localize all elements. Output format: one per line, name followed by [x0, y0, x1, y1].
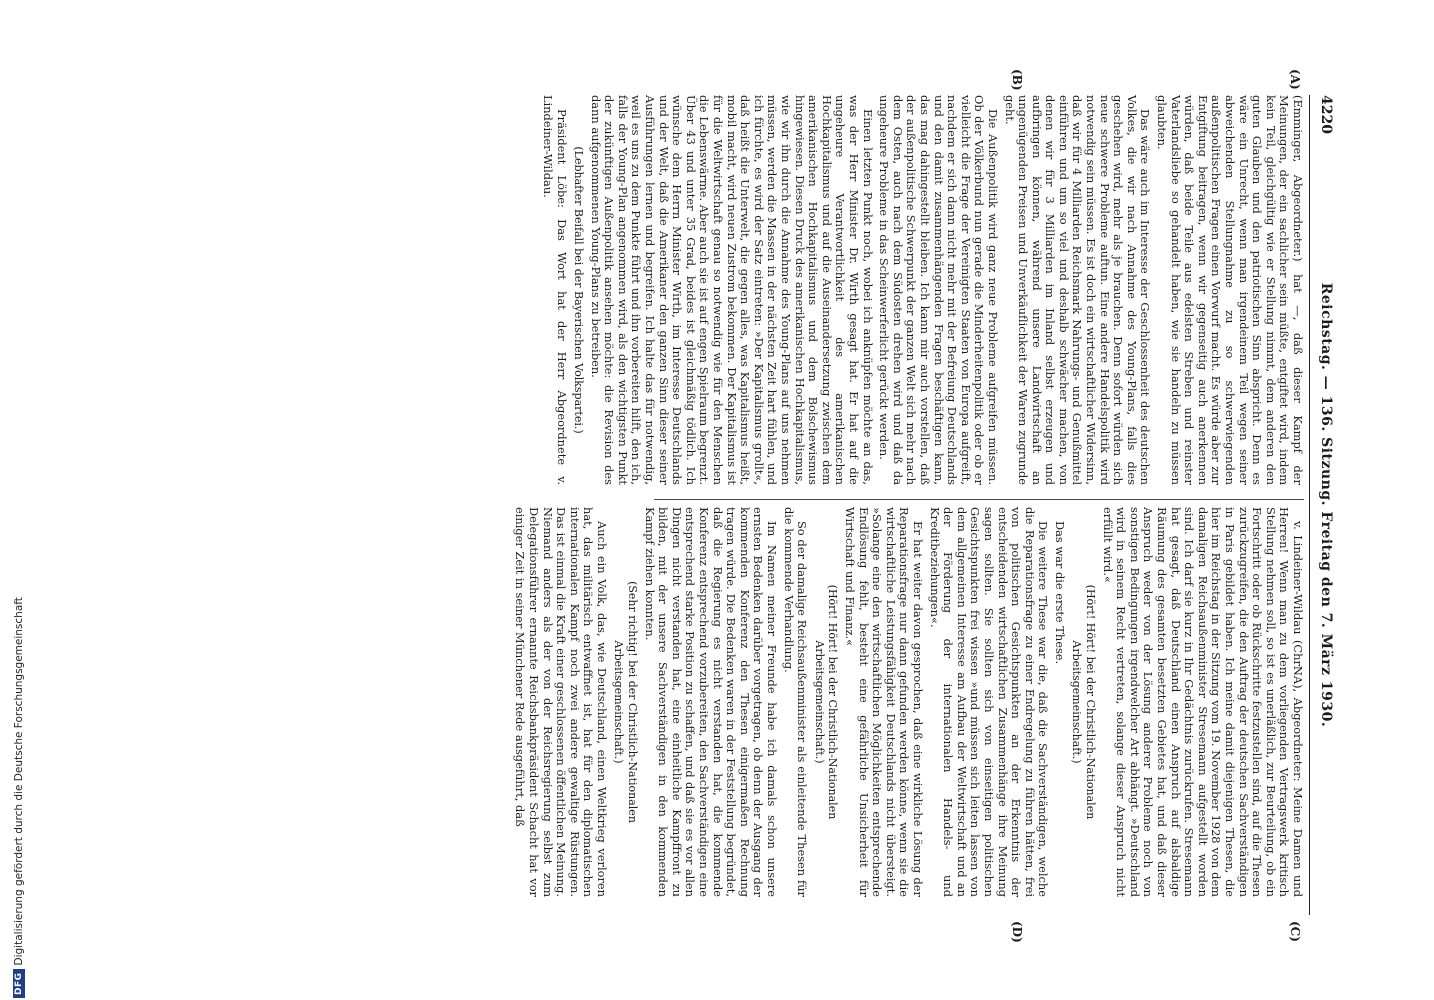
- president-statement: Präsident Löbe: Das Wort hat der Herr Abgeordnete v. Lindeiner-Wildau.: [540, 95, 569, 485]
- paragraph: Er hat weiter davon gesprochen, daß eine wirkliche Lösung der Reparationsfrage nur dann gefunden werden könne, wenn sie die wirtschaftliche Leistungsfähigkeit Deutschlands nicht übersteigt. »Solange eine den wirtschaftlichen Möglichkeiten entsprechende Endlösung fehlt, besteht eine gefährliche Unsicherheit für Wirtschaft und Finanz.«: [843, 507, 925, 897]
- page-header: [1310, 95, 1340, 915]
- paragraph: So der damalige Reichsaußenminister als einleitende Thesen für die kommende Verhandlung.: [781, 507, 810, 897]
- interjection: (Hört! Hört! bei der Christlich-Nationalen Arbeitsgemeinschaft.): [1070, 584, 1098, 820]
- paragraph: Im Namen meiner Freunde habe ich damals schon unsere ernsten Bedenken darüber vorgetragen, ob denn der Ausgang der kommenden Konferenz den Thesen einigermaßen Rechnung tragen würde. Die Bedenken waren in der Feststellung begründet, daß die Regierung es nicht verstanden hat, die kommende Konferenz entsprechend vorzubereiten, den Sachverständigen eine entsprechend starke Position zu schaffen, und daß sie es vor allen Dingen nicht verstanden hat, eine einheitliche Kampffront zu bilden, mit der unsere Sachverständigen in den kommenden Kampf ziehen konnten.: [642, 507, 780, 897]
- interjection: (Hört! Hört! bei der Christlich-Nationalen Arbeitsgemeinschaft.): [812, 584, 840, 820]
- applause-note: (Lebhafter Beifall bei der Bayerischen Volkspartei.): [572, 146, 586, 434]
- footer-text: Digitalisierung gefördert durch die Deutsche Forschungsgemeinschaft: [13, 597, 25, 966]
- left-column: [537, 95, 1304, 485]
- margin-marker-a: (A): [1288, 69, 1302, 90]
- paragraph: Das war die erste These.: [1052, 521, 1067, 665]
- paragraph: v. Lindeiner-Wildau (ChrNA), Abgeordneter: Meine Damen und Herren! Wenn man zu dem vorliegenden Vertragswerk kritisch Stellung nehmen soll, so ist es unerläßlich, zur Beurteilung, ob ein Fortschritt oder ob Rückschritte festzustellen sind, auf die Thesen zurückzugreifen, die den Auftrag der deutschen Sachverständigen in Paris gebildet haben. Ich meine damit diejenigen Thesen, die hier im Reichstag in der Sitzung vom 19. November 1928 von dem damaligen Reichsaußenminister Stresemann aufgestellt worden sind. Ich darf sie kurz in Ihr Gedächtnis zurückrufen. Stresemann hat gesagt, daß Deutschland einen Anspruch auf alsbaldige Räumung des gesamten besetzten Gebietes hat, und daß dieser Anspruch weder von der Lösung anderer Probleme noch von sonstigen Bedingungen irgendwelcher Art abhängt. »Deutschland wird in seinem Recht vertreten, solange dieser Anspruch nicht erfüllt wird.«: [1100, 507, 1305, 897]
- session-title: Reichstag. — 136. Sitzung. Freitag den 7. März 1930.: [1318, 282, 1334, 728]
- margin-marker-b: (B): [1010, 69, 1024, 91]
- dfg-logo: DFG: [13, 969, 25, 998]
- margin-marker-d: (D): [1010, 921, 1024, 943]
- newspaper-page: [230, 69, 1340, 943]
- margin-marker-c: (C): [1288, 921, 1302, 942]
- interjection: (Sehr richtig! bei der Christlich-Nationalen Arbeitsgemeinschaft.): [612, 581, 640, 823]
- header-rule: [1309, 95, 1310, 915]
- right-column: [510, 507, 1304, 897]
- paragraph: Einen letzten Punkt noch, wobei ich anknüpfen möchte an das, was der Herr Minister Dr. Wirth gesagt hat. Er hat auf die ungeheure Verantwortlichkeit des amerikanischen Hochkapitalismus und auf die Auseinandersetzung zwischen dem amerikanischen Hochkapitalismus und dem Bolschewismus hingewiesen. Diesen Druck des amerikanischen Hochkapitalismus, wie wir ihn durch die Annahme des Young-Plans auf uns nehmen müssen, werden die Massen in der nächsten Zeit hart fühlen, und ich fürchte, es wird der Satz eintreten: »Der Kapitalismus grollt«, daß heißt die Unterwelt, die gegen alles, was Kapitalismus heißt, mobil macht, wird neuen Zustrom bekommen. Der Kapitalismus ist für die Weltwirtschaft genau so notwendig wie für den Menschen die Lebenswärme. Aber auch sie ist auf engen Spielraum begrenzt. Über 43 und unter 35 Grad, beides ist gleichmäßig tödlich. Ich wünsche dem Herrn Minister Wirth, im Interesse Deutschlands und der Welt, daß die Amerikaner den ganzen Sinn dieser seiner Ausführungen lernen und begreifen. Ich halte das für notwendig, weil es uns zu dem Punkte führt und ihn vorbereiten hilft, den ich, falls der Young-Plan angenommen wird, als den wichtigsten Punkt der zukünftigen Außenpolitik ansehen möchte: die Revision des dann aufgenommenen Young-Plans zu betreiben.: [588, 95, 875, 485]
- paragraph: Das wäre auch im Interesse der Geschlossenheit des deutschen Volkes, die wir nach Annahme des Young-Plans, falls dies geschehen wird, mehr als je brauchen. Denn sofort würden sich neue schwere Probleme auftun. Eine andere Handelspolitik wird notwendig sein müssen. Es ist doch ein wirtschaftlicher Widersinn, daß wir für 4 Milliarden Reichsmark Nahrungs- und Genußmittel einführen und um so viel und deshalb schwächer machen, von denen wir für 3 Milliarden im Inland selbst erzeugen und aufbringen können, während unsere Landwirtschaft an ungenügenden Preisen und Unverkäuflichkeit der Waren zugrunde geht.: [1002, 95, 1153, 485]
- paragraph: Auch ein Volk, das, wie Deutschland, einen Weltkrieg verloren hat, das militärisch entwaffnet ist, hat für den diplomatischen internationalen Kampf noch zwei andere gewaltige Rüstungen. Das ist einmal die Kraft einer geschlossenen öffentlichen Meinung. Niemand anders als der von der Reichsregierung selbst zum Delegationsführer ernannte Reichsbankpräsident Schacht hat vor einiger Zeit in seiner Münchener Rede ausgeführt, daß: [513, 507, 609, 897]
- page-number: 4220: [1318, 95, 1334, 134]
- column-divider: [654, 499, 1304, 500]
- digitization-footer: [8, 598, 30, 998]
- paragraph: Die weitere These war die, daß die Sachverständigen, welche die Reparationsfrage zu einer Endregelung zu führen hätten, frei von politischen Gesichtspunkten an der Erkenntnis der entscheidenden wirtschaftlichen Zusammenhänge ihre Meinung sagen sollten. Sie sollten sich von einseitigen politischen Gesichtspunkten frei wissen »und müssen sich leiten lassen von dem allgemeinen Interesse am Aufbau der Weltwirtschaft und an der Förderung der internationalen Handels- und Kreditbeziehungen«.: [927, 507, 1051, 897]
- paragraph: (Emminger, Abgeordneter.) hat —, daß dieser Kampf der Meinungen, der ein sachlicher sein müßte, entgiftet wird, indem kein Teil, gleichgültig wie er Stellung nimmt, dem anderen den guten Glauben und den patriotischen Sinn abspricht. Denn es wäre ein Unrecht, wenn man irgendeinem Teil wegen seiner abweichenden Stellungnahme zu so schwerwiegenden außenpolitischen Fragen einen Vorwurf macht. Es würde aber zur Entgiftung beitragen, wenn wir gegenseitig auch anerkennen würden, daß beide Teile aus edelsten Streben und reinster Vaterlandsliebe so gehandelt haben, wie sie handeln zu müssen glaubten.: [1155, 95, 1305, 485]
- paragraph: Die Außenpolitik wird ganz neue Probleme aufgreifen müssen. Ob der Völkerbund nun gerade die Minderheitenpolitik oder ob er vielleicht die Frage der Vereinigten Staaten von Europa aufgreift, nachdem er sich dann nicht mehr mit der Befreiung Deutschlands und den damit zusammenhängenden Fragen beschäftigen kann, das mag dahingestellt bleiben. Ich kann mir auch vorstellen, daß der außenpolitische Schwerpunkt der ganzen Welt sich mehr nach dem Osten, auch nach dem Südosten drehen wird und daß da ungeheure Probleme in das Scheinwerferlicht gerückt werden.: [877, 95, 1000, 485]
